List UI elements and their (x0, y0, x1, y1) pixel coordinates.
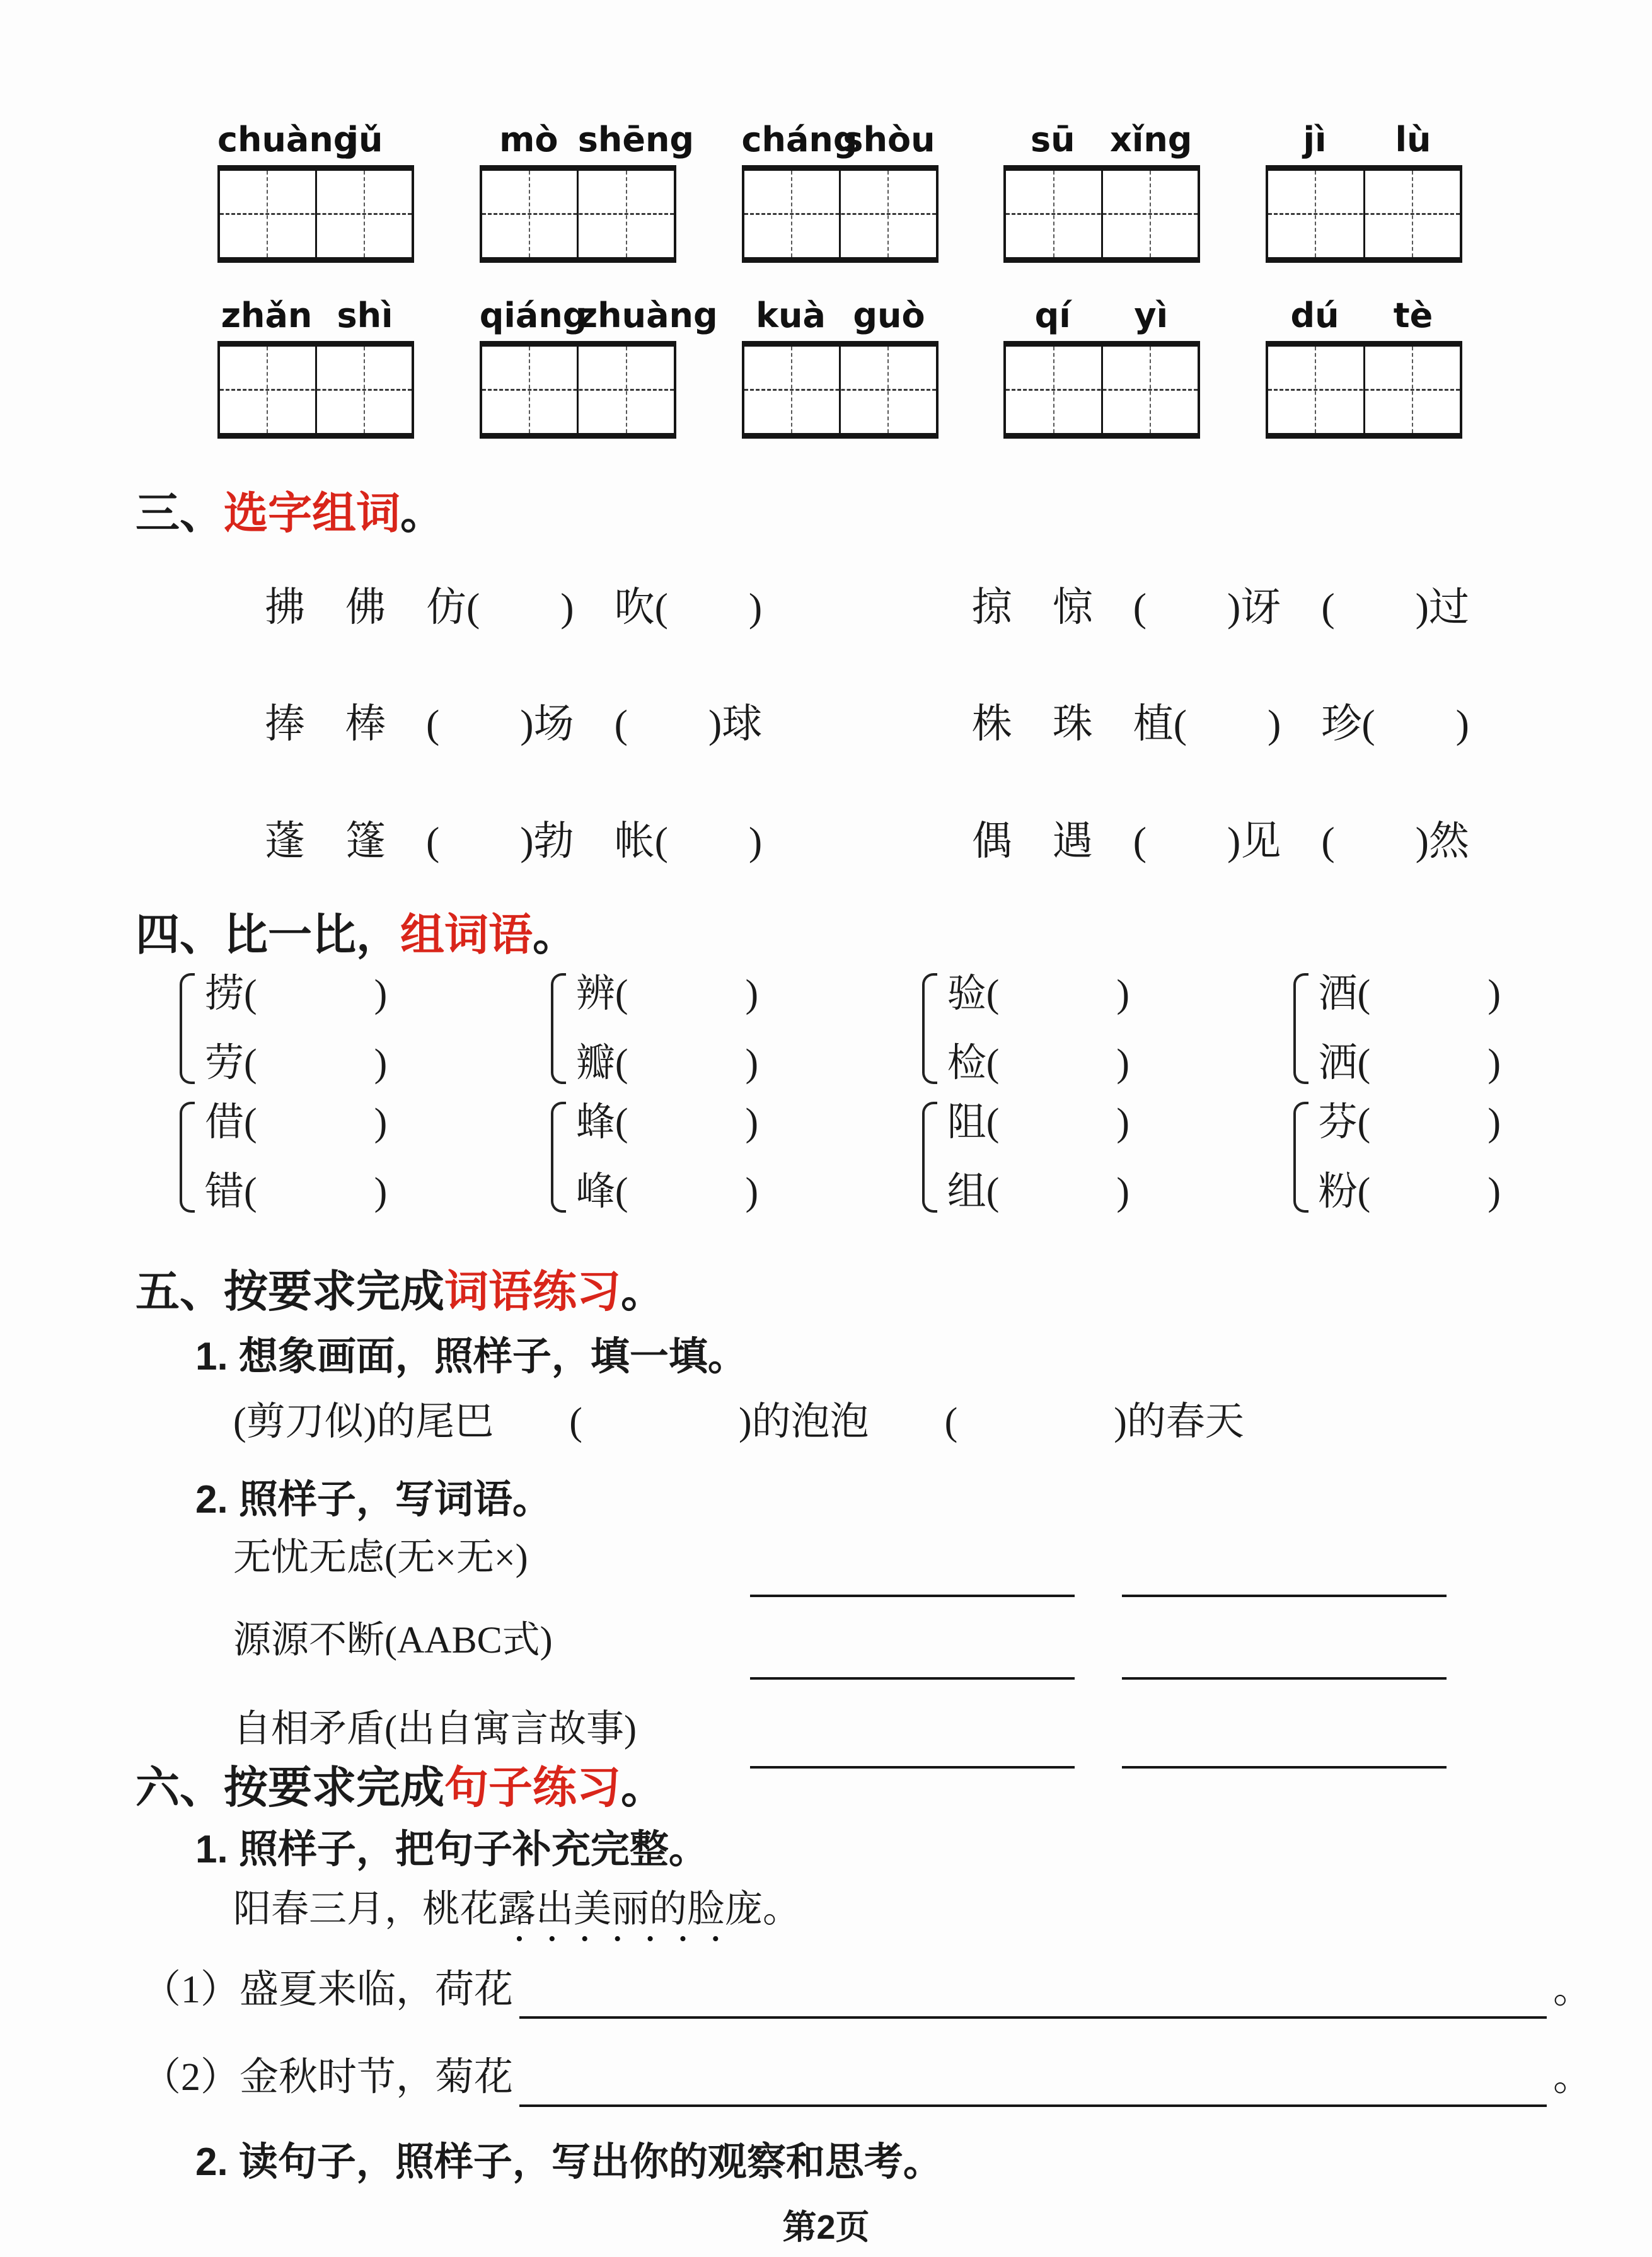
pair-top: 阻( ) (947, 1100, 1130, 1144)
pinyin-grid-column (1266, 289, 1462, 439)
sentence-end-period: 。 (1552, 1968, 1592, 2011)
choose-group-right: 株 珠 植( ) 珍( ) (971, 701, 1469, 747)
compare-pair (1293, 973, 1501, 1084)
pinyin-label (1266, 113, 1462, 165)
fill-blank-phrase: ( )的春天 (944, 1400, 1244, 1443)
pinyin-syllable: yì (1134, 295, 1169, 335)
pinyin-grid-column (742, 289, 939, 439)
pinyin-syllable: tè (1393, 295, 1433, 335)
brace-icon (180, 973, 195, 1084)
pinyin-grid-column (479, 289, 718, 439)
pair-bottom: 瓣( ) (575, 1041, 759, 1085)
answer-blank (1122, 1677, 1447, 1680)
brace-icon (1293, 973, 1308, 1084)
pinyin-label (217, 289, 414, 341)
sentence-fill-row (142, 2055, 1592, 2100)
word-example-row (233, 1707, 1576, 1751)
brace-icon (551, 973, 566, 1084)
pair-bottom: 粉( ) (1318, 1170, 1501, 1213)
pinyin-label (480, 113, 695, 165)
pinyin-label (479, 289, 718, 341)
writing-cell (1268, 347, 1363, 433)
pair-bottom: 组( ) (947, 1170, 1130, 1213)
compare-pair (180, 1102, 387, 1213)
answer-blank (1122, 1595, 1447, 1597)
pair-top: 验( ) (947, 972, 1130, 1015)
sentence-period: 。 (763, 1888, 800, 1930)
word-example: 源源不断(AABC式) (233, 1619, 553, 1661)
section-title-red: 句子练习 (444, 1763, 621, 1813)
writing-cell (482, 171, 577, 257)
pinyin-syllable: guò (853, 295, 925, 335)
writing-cell (839, 171, 936, 257)
pinyin-label (1266, 289, 1462, 341)
pinyin-syllable: xǐng (1110, 119, 1193, 159)
pair-bottom: 检( ) (947, 1041, 1130, 1085)
pinyin-grid-column (742, 113, 939, 263)
writing-grid (742, 341, 939, 439)
compare-pair (551, 973, 758, 1084)
writing-cell (744, 171, 840, 257)
compare-pair (180, 973, 387, 1084)
writing-grid (217, 341, 414, 439)
answer-blank (750, 1677, 1075, 1680)
choose-group-left: 蓬 篷 ( )勃 帐( ) (265, 818, 763, 863)
choose-group-right: 掠 惊 ( )讶 ( )过 (971, 584, 1469, 630)
brace-icon (922, 1102, 937, 1213)
choose-group-left: 捧 棒 ( )场 ( )球 (265, 701, 763, 747)
section-period: 。 (621, 1266, 665, 1316)
pinyin-syllable: dú (1290, 295, 1339, 335)
writing-grid (1266, 165, 1462, 263)
pinyin-syllable: mò (499, 119, 558, 159)
pinyin-grid-column (1003, 113, 1200, 263)
choose-word-row (265, 584, 1469, 631)
pinyin-grid-column (480, 113, 695, 263)
sentence-fill-row (142, 1968, 1592, 2012)
pinyin-syllable: lù (1395, 119, 1431, 159)
writing-grid (1003, 165, 1200, 263)
pinyin-syllable: shòu (843, 119, 935, 159)
writing-cell (315, 171, 412, 257)
section-number: 四、 (136, 910, 224, 960)
choose-group-right: 偶 遇 ( )见 ( )然 (971, 818, 1469, 863)
item-label: 2. 照样子，写词语。 (195, 1477, 552, 1521)
word-example-row (233, 1536, 1576, 1579)
pinyin-syllable: qí (1034, 295, 1071, 335)
choose-group-left: 拂 佛 仿( ) 吹( ) (265, 584, 763, 630)
brace-icon (551, 1102, 566, 1213)
writing-cell (1363, 347, 1460, 433)
writing-cell (1101, 171, 1198, 257)
pinyin-syllable: kuà (756, 295, 826, 335)
item-label: 2. 读句子，照样子，写出你的观察和思考。 (195, 2140, 942, 2184)
pinyin-syllable: zhuàng (577, 295, 718, 335)
pinyin-syllable: cháng (741, 119, 858, 159)
compare-pair (551, 1102, 758, 1213)
section-title-black: 按要求完成 (224, 1266, 444, 1316)
writing-grid (480, 341, 676, 439)
pinyin-syllable: qiáng (479, 295, 587, 335)
pair-top: 酒( ) (1318, 972, 1501, 1015)
section-number: 三、 (136, 488, 224, 538)
fill-example: (剪刀似)的尾巴 (233, 1400, 494, 1443)
writing-cell (1006, 347, 1101, 433)
section6-heading (136, 1762, 1652, 1813)
answer-blank (1122, 1766, 1447, 1769)
writing-cell (220, 171, 315, 257)
fill-in-row (233, 1400, 1652, 1445)
item-label: 1. 想象画面，照样子，填一填。 (195, 1335, 747, 1379)
pinyin-grid-column (217, 289, 414, 439)
pair-top: 辨( ) (575, 972, 759, 1015)
section-period: 。 (400, 488, 444, 538)
writing-cell (1006, 171, 1101, 257)
writing-cell (839, 347, 936, 433)
writing-cell (220, 347, 315, 433)
writing-cell (577, 347, 674, 433)
pinyin-label (217, 113, 414, 165)
section-period: 。 (621, 1763, 665, 1813)
brace-icon (180, 1102, 195, 1213)
writing-cell (482, 347, 577, 433)
pinyin-syllable: shì (337, 295, 393, 335)
section5-heading (136, 1266, 1652, 1317)
pinyin-label (742, 289, 939, 341)
answer-blank (750, 1595, 1075, 1597)
pinyin-grid-column (217, 113, 414, 263)
compare-pair (1293, 1102, 1501, 1213)
writing-grid (217, 165, 414, 263)
pinyin-syllable: jì (1303, 119, 1327, 159)
sentence-lead: （1）盛夏来临，荷花 (142, 1968, 514, 2011)
writing-cell (1363, 171, 1460, 257)
section-period: 。 (533, 910, 577, 960)
writing-cell (315, 347, 412, 433)
pinyin-syllable: sū (1030, 119, 1075, 159)
choose-word-row (265, 701, 1469, 748)
pair-top: 芬( ) (1318, 1100, 1501, 1144)
compare-pair (922, 1102, 1129, 1213)
example-sentence (233, 1888, 1652, 1931)
pair-top: 蜂( ) (575, 1100, 759, 1144)
pinyin-syllable: shēng (577, 119, 695, 159)
pinyin-label (742, 113, 939, 165)
fill-blank-phrase: ( )的泡泡 (569, 1400, 869, 1443)
writing-cell (744, 347, 840, 433)
sentence-end-period: 。 (1552, 2056, 1592, 2099)
pinyin-label (1003, 289, 1200, 341)
writing-grid (480, 165, 676, 263)
pair-bottom: 峰( ) (575, 1170, 759, 1213)
compare-pair-row (180, 973, 1501, 1084)
pinyin-syllable: chuàng (217, 119, 358, 159)
sentence-prefix: 阳春三月，桃花 (233, 1888, 498, 1930)
pinyin-writing-section (217, 0, 1462, 439)
pair-bottom: 错( ) (205, 1170, 388, 1213)
section-title-black: 比一比， (224, 910, 400, 960)
pinyin-label (1003, 113, 1200, 165)
pinyin-grid-column (1003, 289, 1200, 439)
section-title-red: 选字组词 (224, 488, 400, 538)
pair-bottom: 劳( ) (205, 1041, 388, 1085)
compare-pair-row (180, 1102, 1501, 1213)
pinyin-row-2 (217, 289, 1462, 439)
compare-pair (922, 973, 1129, 1084)
writing-cell (1268, 171, 1363, 257)
writing-cell (577, 171, 674, 257)
word-example: 无忧无虑(无×无×) (233, 1537, 528, 1579)
pair-top: 借( ) (205, 1100, 388, 1144)
section-title-red: 词语练习 (444, 1266, 621, 1316)
page-number: 第2页 (782, 2208, 870, 2246)
brace-icon (922, 973, 937, 1084)
answer-blank (750, 1766, 1075, 1769)
brace-icon (1293, 1102, 1308, 1213)
item-label: 1. 照样子，把句子补充完整。 (195, 1827, 708, 1871)
writing-cell (1101, 347, 1198, 433)
writing-grid (1266, 341, 1462, 439)
section-title-red: 组词语 (400, 910, 533, 960)
pair-bottom: 洒( ) (1318, 1041, 1501, 1085)
writing-grid (1003, 341, 1200, 439)
section-number: 六、 (136, 1763, 224, 1813)
word-example: 自相矛盾(出自寓言故事) (233, 1708, 637, 1750)
pinyin-grid-column (1266, 113, 1462, 263)
sentence-emphasized: 露出美丽的脸庞 ••••••• (498, 1888, 763, 1931)
section4-heading (136, 909, 1652, 961)
section-number: 五、 (136, 1266, 224, 1316)
pinyin-syllable: jǔ (347, 119, 383, 159)
choose-word-row (265, 818, 1469, 865)
section3-heading (136, 488, 1652, 539)
writing-grid (742, 165, 939, 263)
word-example-row (233, 1619, 1576, 1662)
pair-top: 捞( ) (205, 972, 388, 1015)
answer-line (519, 2016, 1547, 2019)
section-title-black: 按要求完成 (224, 1763, 444, 1813)
sentence-lead: （2）金秋时节，菊花 (142, 2056, 514, 2099)
pinyin-syllable: zhǎn (221, 295, 313, 335)
pinyin-row-1 (217, 113, 1462, 263)
answer-line (519, 2104, 1547, 2107)
